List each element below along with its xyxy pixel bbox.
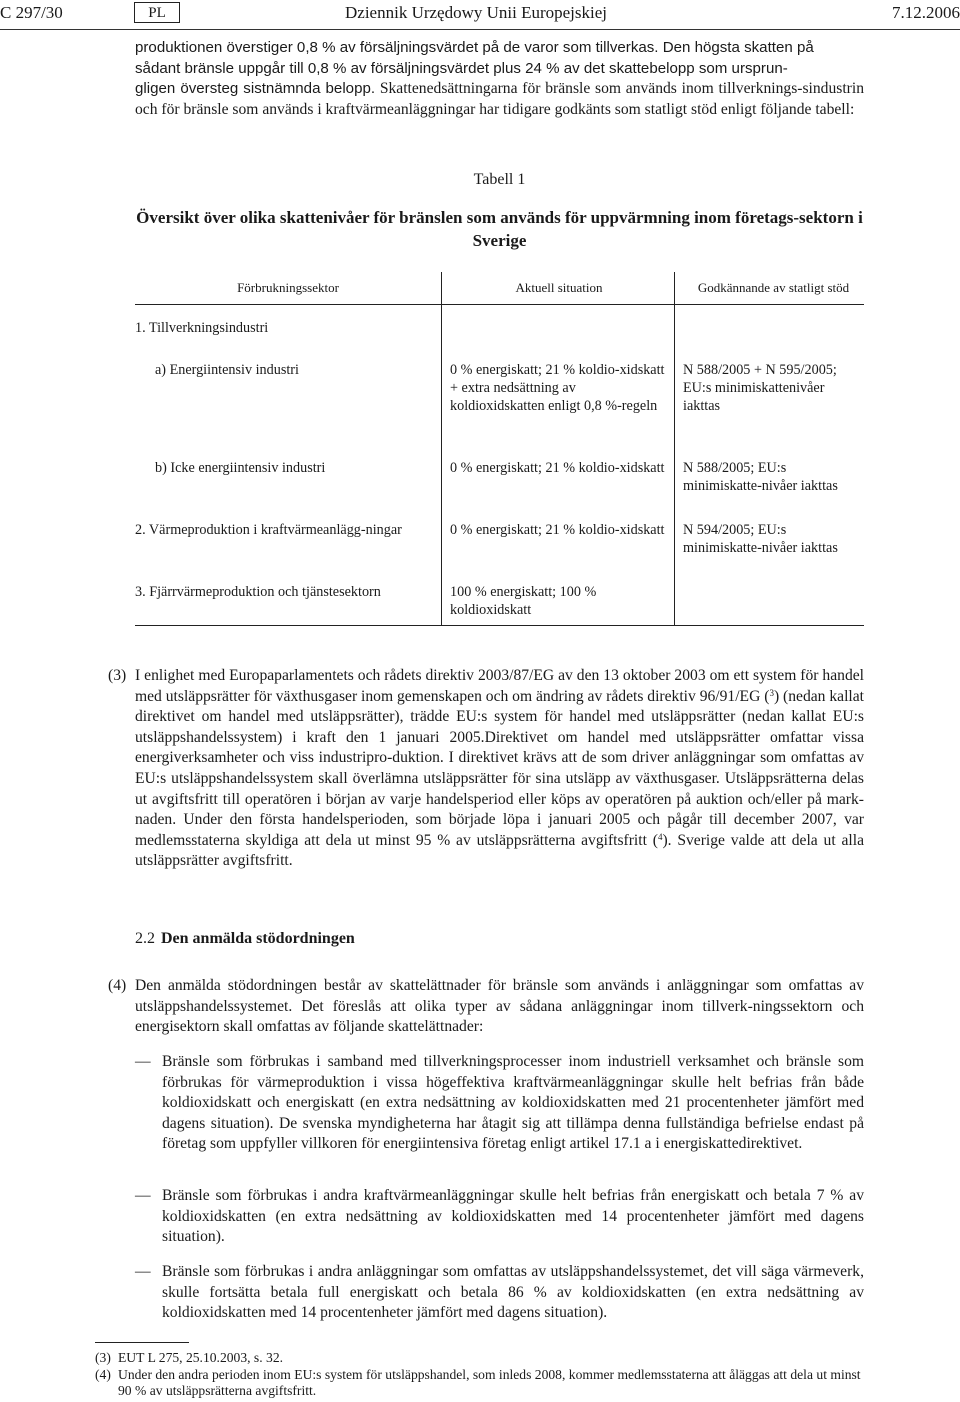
section-title: Den anmälda stödordningen — [161, 930, 355, 947]
language-box: PL — [134, 2, 180, 23]
paragraph-text: ) (nedan kallat direktivet om handel med utsläppsrätter), trädde EU:s system för handel med utsläppsrätter (nedan kallat EU:s utsläppshandelssystem) i kraft den 1 januari 2005.Direktivet om handel med utsläppsrätter omfattar vissa energiverksamheter och viss industripro-duktion. I direktivet krävs att de som driver anläggningar som omfattas av EU:s utsläppshandelssystem skall överlämna utsläppsrätter för sina utsläpp av växthusgaser. Utsläppsrätterna delas ut avgiftsfritt till operatören i början av varje handelsperiod eller köps av operatören på auktion och/eller på mark-naden. Under den första handelsperioden, som började löpa i januari 2005 och pågår till december 2007, var medlemsstaterna skyldiga att dela ut minst 95 % av utsläppsrätterna avgiftsfritt ( — [135, 687, 864, 849]
journal-title: Dziennik Urzędowy Unii Europejskiej — [345, 3, 608, 22]
footnote — [95, 1350, 865, 1366]
table-cell: N 588/2005 + N 595/2005; EU:s minimiskattenivåer iakttas — [675, 349, 865, 447]
footnote-rule — [95, 1342, 189, 1343]
footnote — [95, 1367, 865, 1398]
table-cell: a) Energiintensiv industri — [155, 362, 299, 378]
dash-mark: — — [135, 1187, 151, 1204]
table-title: Översikt över olika skattenivåer för bränslen som används för uppvärmning inom företags-sektorn i Sverige — [136, 208, 863, 250]
page-header — [0, 0, 960, 30]
table-row — [135, 305, 864, 350]
table-cell: 0 % energiskatt; 21 % koldio-xidskatt — [442, 509, 675, 571]
footnote-text: EUT L 275, 25.10.2003, s. 32. — [118, 1350, 284, 1365]
paragraph-4 — [108, 976, 864, 1038]
col-header-sector: Förbrukningssektor — [135, 272, 442, 305]
header-rule — [0, 29, 960, 30]
section-number: 2.2 — [135, 930, 155, 947]
paragraph-body — [135, 666, 864, 872]
table-cell: N 588/2005; EU:s minimiskatte-nivåer iakttas — [675, 447, 865, 509]
table-caption: Tabell 1 — [473, 171, 526, 188]
table-cell: 2. Värmeproduktion i kraftvärmeanlägg-ningar — [135, 522, 402, 538]
footnote-ref[interactable]: 3 — [769, 687, 774, 698]
table-header-row — [135, 272, 864, 305]
footnote-ref[interactable]: 4 — [657, 831, 663, 842]
paragraph-text: ). Sverige valde att dela ut alla utsläppsrätter avgiftsfritt. — [135, 831, 864, 870]
dash-item — [135, 1186, 864, 1248]
table-cell: 1. Tillverkningsindustri — [135, 320, 269, 336]
col-header-situation: Aktuell situation — [442, 272, 675, 305]
intro-paragraph — [135, 38, 864, 120]
table-row — [135, 447, 864, 509]
table-cell: 0 % energiskatt; 21 % koldio-xidskatt + extra nedsättning av koldioxidskatten enligt 0,8 %-regeln — [442, 349, 675, 447]
dash-text: Bränsle som förbrukas i samband med tillverkningsprocesser inom industriell verksamhet och bränsle som förbrukas för värmeproduktion i vissa högeffektiva kraftvärmeanläggningar skulle helt befrias från både koldioxidskatt och energiskatt (en extra nedsättning av koldioxidskatten med 21 procentenheter jämfört med dagens situation). De svenska myndigheterna har åtagit sig att tillämpa denna fullständiga befrielse endast på företag som uppfyller villkoren för energiintensiva företag enligt artikel 17.1 a i energiskattedirektivet. — [162, 1053, 864, 1153]
dash-mark: — — [135, 1263, 151, 1280]
table-row — [135, 571, 864, 626]
table-cell: N 594/2005; EU:s minimiskatte-nivåer iakttas — [675, 509, 865, 571]
dash-item — [135, 1052, 864, 1155]
footnote-number: (4) — [95, 1367, 111, 1382]
table-cell — [442, 305, 675, 350]
section-heading — [135, 930, 355, 948]
dash-text: Bränsle som förbrukas i andra kraftvärmeanläggningar skulle helt befrias från energiskatt och betala 7 % av koldioxidskatten (en extra nedsättning av koldioxidskatten med 14 procentenheter jämfört med dagens situation). — [162, 1187, 864, 1246]
table-cell — [675, 571, 865, 626]
support-table — [135, 272, 864, 626]
paragraph-number: (4) — [108, 977, 127, 994]
dash-text: Bränsle som förbrukas i andra anläggningar som omfattas av utsläppshandelssystemet, det vill säga värmeverk, skulle fortsätta betala full energiskatt och betala 86 % av koldioxidskatten (en extra nedsättning av koldioxidskatten med 14 procentenheter jämfört med dagens situation). — [162, 1263, 864, 1322]
table-row — [135, 349, 864, 447]
paragraph-3 — [108, 666, 864, 872]
footnote-text: Under den andra perioden inom EU:s system för utsläppshandel, som inleds 2008, kommer medlemsstaterna att åläggas att dela ut minst 90 % av utsläppsrätterna avgiftsfritt. — [118, 1367, 861, 1398]
paragraph-body: Den anmälda stödordningen består av skattelättnader för bränsle som används i anläggningar som omfattas av utsläppshandelssystemet. Det föreslås att olika typer av sådana anläggningar inom tillverk-ningssektorn och energisektorn skall omfattas av följande skattelättnader: — [135, 977, 864, 1036]
paragraph-text: I enlighet med Europaparlamentets och rådets direktiv 2003/87/EG av den 13 oktober 2003 om ett system för handel med utsläppsrätter för växthusgaser inom gemenskapen och om ändring av rådets direktiv 96/91/EG ( — [135, 667, 864, 705]
dash-mark: — — [135, 1053, 151, 1070]
table-cell: 0 % energiskatt; 21 % koldio-xidskatt — [442, 447, 675, 509]
page-reference: C 297/30 — [0, 3, 63, 22]
publication-date: 7.12.2006 — [892, 3, 960, 22]
table-cell: 3. Fjärrvärmeproduktion och tjänstesektorn — [135, 571, 442, 626]
footnote-number: (3) — [95, 1350, 111, 1365]
table-cell: 100 % energiskatt; 100 % koldioxidskatt — [442, 571, 675, 626]
table-row — [135, 509, 864, 571]
col-header-approval: Godkännande av statligt stöd — [675, 272, 865, 305]
intro-line-3: gligen översteg sistnämnda belopp. — [135, 80, 376, 98]
dash-item — [135, 1262, 864, 1324]
table-cell: b) Icke energiintensiv industri — [155, 460, 326, 476]
table-cell — [675, 305, 865, 350]
intro-rest: Skattenedsättningarna för bränsle som används inom tillverknings-sindustrin och för bränsle som används i kraftvärmeanläggningar har tidigare godkänts som statligt stöd enligt följande tabell: — [135, 80, 864, 118]
intro-line-1: produktionen överstiger 0,8 % av försäljningsvärdet på de varor som tillverkas. Den högsta skatten på — [135, 39, 814, 56]
intro-line-2: sådant bränsle uppgår till 0,8 % av försäljningsvärdet plus 24 % av det skattebelopp som ursprun- — [135, 59, 788, 77]
paragraph-number: (3) — [108, 667, 127, 684]
